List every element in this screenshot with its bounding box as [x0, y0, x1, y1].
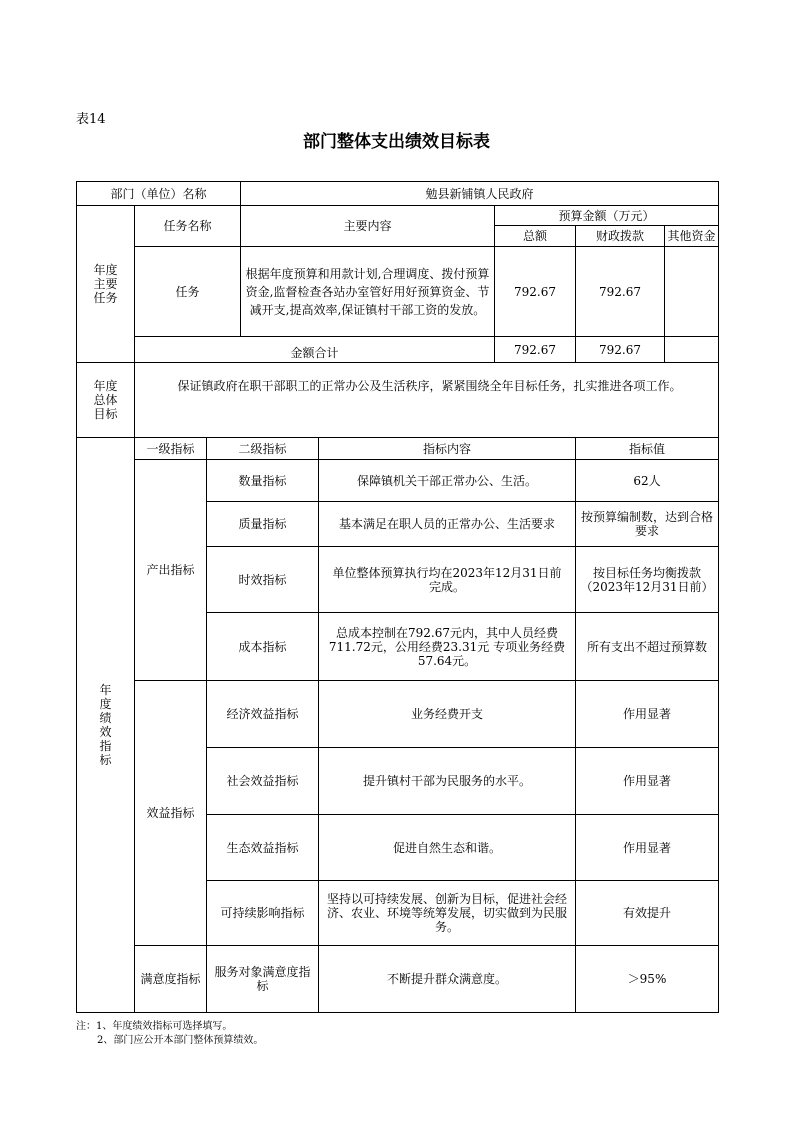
dept-label: 部门（单位）名称 — [77, 182, 241, 206]
budget-amount-header: 预算金额（万元） — [495, 206, 719, 226]
indicator-content: 坚持以可持续发展、创新为目标，促进社会经济、农业、环境等统筹发展，切实做到为民服务。 — [319, 881, 576, 946]
indicator-row — [77, 460, 719, 502]
annual-goal-text: 保证镇政府在职干部职工的正常办公及生活秩序，紧紧围绕全年目标任务，扎实推进各项工作。 — [135, 363, 719, 438]
indicator-level2: 成本指标 — [207, 613, 319, 681]
indicator-value: 作用显著 — [576, 748, 719, 815]
task-name: 任务 — [135, 247, 241, 337]
level1-header: 一级指标 — [135, 438, 207, 460]
task-other — [665, 247, 719, 337]
task-fiscal: 792.67 — [576, 247, 665, 337]
sum-label: 金额合计 — [135, 345, 495, 363]
task-spacer-row — [77, 337, 719, 345]
task-header-row — [77, 206, 719, 226]
performance-table — [76, 181, 719, 1013]
indicator-content: 提升镇村干部为民服务的水平。 — [319, 748, 576, 815]
indicator-level2: 可持续影响指标 — [207, 881, 319, 946]
indicator-level2: 社会效益指标 — [207, 748, 319, 815]
dept-value: 勉县新铺镇人民政府 — [241, 182, 719, 206]
table-number-label: 表14 — [76, 112, 106, 127]
dept-row — [77, 182, 719, 206]
indicator-content: 促进自然生态和谐。 — [319, 815, 576, 881]
annual-performance-label: 年 度 绩 效 指 标 — [77, 438, 135, 1013]
indicator-value: ＞95% — [576, 946, 719, 1013]
output-indicator-label: 产出指标 — [135, 460, 207, 681]
indicator-level2: 生态效益指标 — [207, 815, 319, 881]
indicator-value: 62人 — [576, 460, 719, 502]
annual-goal-label: 年度 总体 目标 — [77, 363, 135, 438]
indicator-level2: 服务对象满意度指标 — [207, 946, 319, 1013]
task-total: 792.67 — [495, 247, 576, 337]
indicator-row — [77, 681, 719, 748]
footnote-2: 2、部门应公开本部门整体预算绩效。 — [97, 1035, 264, 1046]
fiscal-header: 财政拨款 — [576, 226, 665, 247]
goal-row — [77, 363, 719, 438]
footnotes — [76, 1020, 263, 1048]
indicator-value-header: 指标值 — [576, 438, 719, 460]
indicator-content: 不断提升群众满意度。 — [319, 946, 576, 1013]
indicator-value: 按目标任务均衡拨款（2023年12月31日前） — [576, 547, 719, 613]
sum-fiscal: 792.67 — [576, 337, 665, 363]
indicator-value: 作用显著 — [576, 815, 719, 881]
indicator-content-header: 指标内容 — [319, 438, 576, 460]
indicator-content: 保障镇机关干部正常办公、生活。 — [319, 460, 576, 502]
sum-other — [665, 337, 719, 363]
annual-tasks-label: 年度 主要 任务 — [77, 206, 135, 363]
main-content-header: 主要内容 — [241, 206, 495, 247]
task-content: 根据年度预算和用款计划,合理调度、拨付预算资金,监督检查各站办室管好用好预算资金、节减开支,提高效率,保证镇村干部工资的发放。 — [241, 247, 495, 337]
task-name-header: 任务名称 — [135, 206, 241, 247]
indicator-content: 总成本控制在792.67元内，其中人员经费711.72元，公用经费23.31元 专项业务经费57.64元。 — [319, 613, 576, 681]
indicator-level2: 时效指标 — [207, 547, 319, 613]
indicator-content: 单位整体预算执行均在2023年12月31日前完成。 — [319, 547, 576, 613]
indicator-value: 作用显著 — [576, 681, 719, 748]
indicator-level2: 数量指标 — [207, 460, 319, 502]
task-spacer — [135, 337, 495, 345]
indicator-level2: 质量指标 — [207, 502, 319, 547]
indicator-level2: 经济效益指标 — [207, 681, 319, 748]
indicator-content: 基本满足在职人员的正常办公、生活要求 — [319, 502, 576, 547]
page-title: 部门整体支出绩效目标表 — [303, 132, 490, 152]
sum-total: 792.67 — [495, 337, 576, 363]
footnote-1: 注：1、年度绩效指标可选择填写。 — [76, 1021, 233, 1032]
benefit-indicator-label: 效益指标 — [135, 681, 207, 946]
level2-header: 二级指标 — [207, 438, 319, 460]
other-funds-header: 其他资金 — [665, 226, 719, 247]
indicator-row — [77, 946, 719, 1013]
indicator-value: 有效提升 — [576, 881, 719, 946]
task-row — [77, 247, 719, 337]
indicator-header-row — [77, 438, 719, 460]
indicator-value: 按预算编制数，达到合格要求 — [576, 502, 719, 547]
indicator-content: 业务经费开支 — [319, 681, 576, 748]
satisfaction-indicator-label: 满意度指标 — [135, 946, 207, 1013]
indicator-value: 所有支出不超过预算数 — [576, 613, 719, 681]
total-header: 总额 — [495, 226, 576, 247]
